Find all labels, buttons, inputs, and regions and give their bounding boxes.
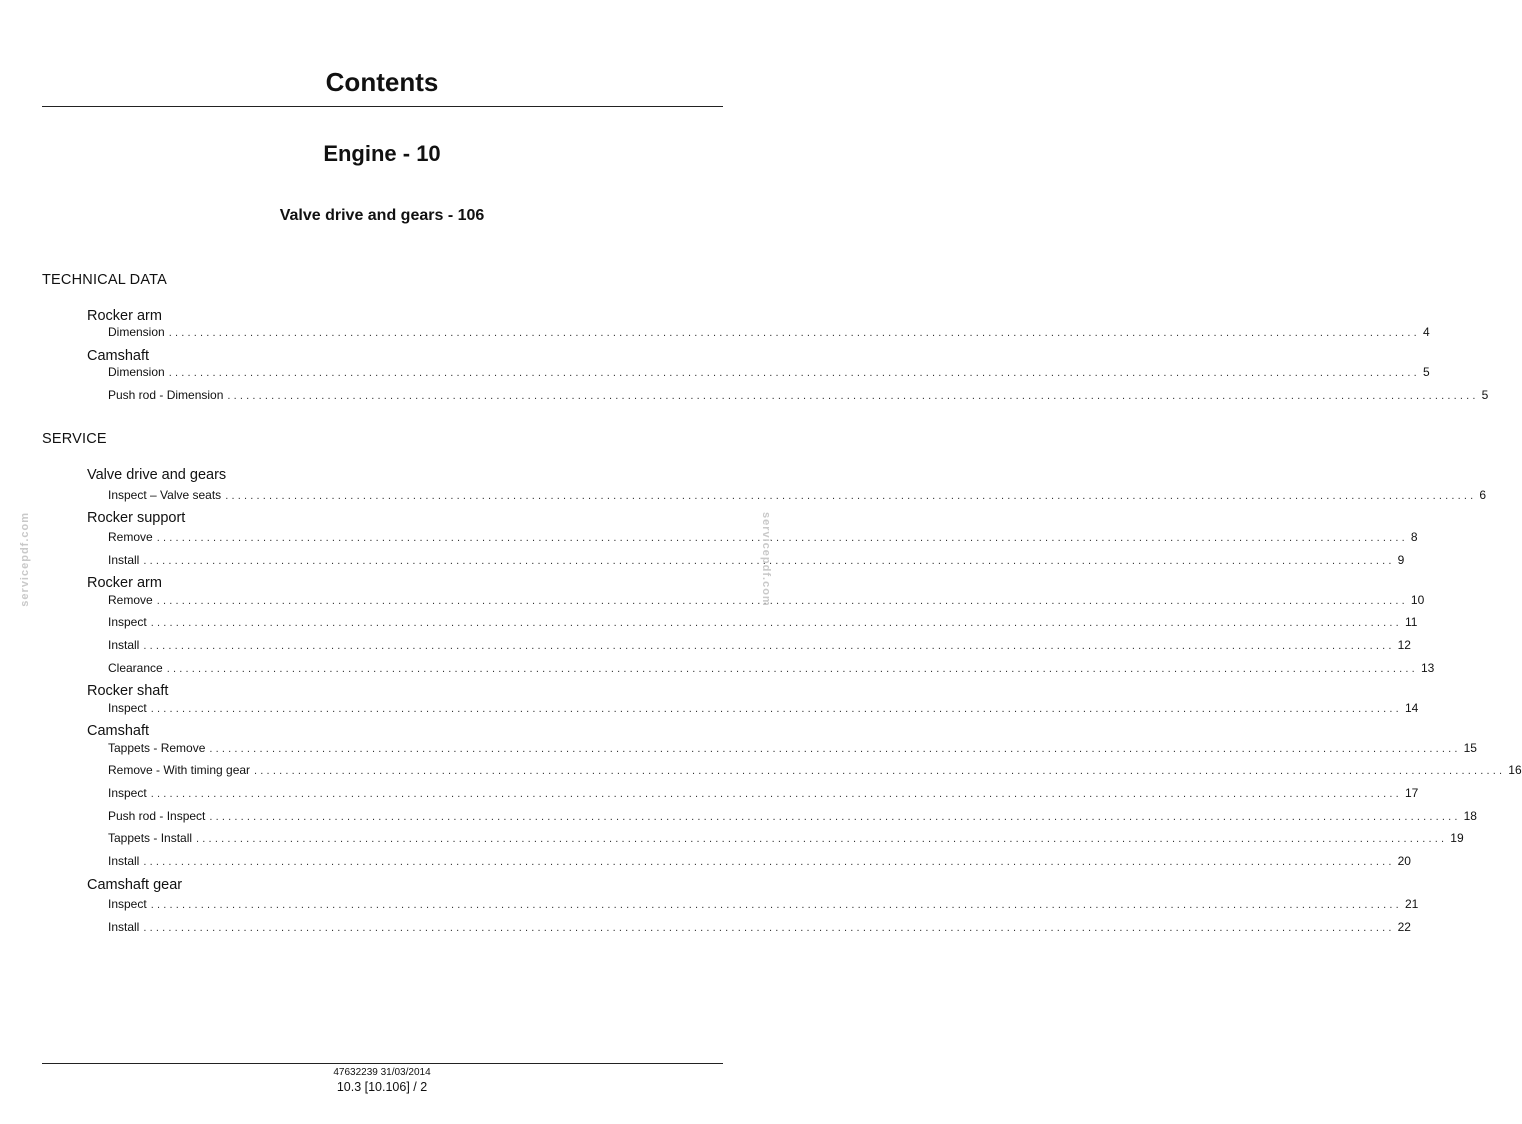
toc-entry-label: Install (108, 553, 140, 567)
subheading-camshaft: Camshaft (87, 723, 150, 739)
dot-leader: ........................................................................................................................................................................................................ (168, 367, 1420, 379)
dot-leader: ........................................................................................................................................................................................................ (166, 663, 1418, 675)
watermark-right: servicepdf.com (760, 512, 772, 607)
toc-entry[interactable] (108, 808, 1477, 824)
toc-entry[interactable] (108, 660, 1435, 676)
toc-entry-label: Push rod - Dimension (108, 388, 224, 402)
toc-entry-label: Inspect (108, 786, 147, 800)
dot-leader: ........................................................................................................................................................................................................ (225, 490, 1477, 502)
toc-entry-page: 14 (1404, 701, 1419, 715)
toc-entry-page: 5 (1422, 365, 1430, 379)
group-heading-technical-data: TECHNICAL DATA (42, 272, 167, 288)
dot-leader: ........................................................................................................................................................................................................ (196, 833, 1448, 845)
group-heading-service: SERVICE (42, 431, 107, 447)
subheading-rocker-arm: Rocker arm (87, 308, 162, 324)
toc-entry-page: 9 (1397, 553, 1405, 567)
toc-entry[interactable] (108, 853, 1411, 869)
toc-entry-label: Clearance (108, 661, 163, 675)
dot-leader: ........................................................................................................................................................................................................ (143, 922, 1395, 934)
toc-entry-label: Inspect (108, 615, 147, 629)
toc-entry-label: Dimension (108, 325, 165, 339)
toc-entry[interactable] (108, 387, 1489, 403)
dot-leader: ........................................................................................................................................................................................................ (150, 703, 1402, 715)
dot-leader: ........................................................................................................................................................................................................ (143, 640, 1395, 652)
toc-entry-page: 11 (1404, 615, 1418, 629)
toc-entry-label: Install (108, 854, 140, 868)
toc-entry-label: Remove (108, 530, 153, 544)
toc-entry[interactable] (108, 700, 1419, 716)
toc-entry[interactable] (108, 637, 1411, 653)
toc-entry-page: 17 (1404, 786, 1419, 800)
subheading-rocker-arm: Rocker arm (87, 575, 162, 591)
toc-entry-label: Remove - With timing gear (108, 763, 251, 777)
toc-entry-label: Inspect (108, 701, 147, 715)
toc-entry[interactable] (108, 614, 1418, 630)
toc-entry-page: 6 (1479, 488, 1487, 502)
dot-leader: ........................................................................................................................................................................................................ (227, 390, 1479, 402)
toc-entry[interactable] (108, 592, 1425, 608)
dot-leader: ........................................................................................................................................................................................................ (156, 532, 1408, 544)
page-title: Contents (325, 67, 439, 97)
toc-entry-page: 10 (1410, 593, 1425, 607)
toc-entry[interactable] (108, 762, 1522, 778)
header-rule (42, 106, 723, 107)
toc-entry-page: 21 (1404, 897, 1419, 911)
toc-entry-page: 13 (1420, 661, 1435, 675)
dot-leader: ........................................................................................................................................................................................................ (209, 811, 1461, 823)
subheading-camshaft-gear: Camshaft gear (87, 877, 183, 893)
toc-entry-page: 16 (1508, 763, 1522, 777)
subheading-rocker-shaft: Rocker shaft (87, 683, 169, 699)
dot-leader: ........................................................................................................................................................................................................ (254, 765, 1506, 777)
toc-entry-label: Dimension (108, 365, 165, 379)
dot-leader: ........................................................................................................................................................................................................ (209, 743, 1461, 755)
dot-leader: ........................................................................................................................................................................................................ (150, 788, 1402, 800)
toc-entry[interactable] (108, 324, 1430, 340)
dot-leader: ........................................................................................................................................................................................................ (168, 327, 1420, 339)
watermark-left: servicepdf.com (19, 512, 31, 607)
toc-entry-page: 20 (1397, 854, 1411, 868)
footer-rule (42, 1063, 723, 1064)
chapter-title: Engine - 10 (323, 141, 441, 166)
toc-entry[interactable] (108, 896, 1419, 912)
toc-entry[interactable] (108, 487, 1487, 503)
toc-entry-label: Tappets - Remove (108, 741, 206, 755)
toc-entry-label: Inspect (108, 897, 147, 911)
subheading-rocker-support: Rocker support (87, 510, 186, 526)
toc-entry-label: Tappets - Install (108, 831, 193, 845)
toc-entry-label: Install (108, 920, 140, 934)
toc-entry[interactable] (108, 529, 1418, 545)
dot-leader: ........................................................................................................................................................................................................ (143, 856, 1395, 868)
toc-entry-page: 4 (1422, 325, 1430, 339)
footer-document-code: 47632239 31/03/2014 (333, 1067, 431, 1078)
toc-entry-page: 22 (1397, 920, 1411, 934)
toc-entry-label: Remove (108, 593, 153, 607)
toc-entry[interactable] (108, 919, 1411, 935)
dot-leader: ........................................................................................................................................................................................................ (156, 595, 1408, 607)
section-title: Valve drive and gears - 106 (279, 207, 485, 224)
toc-entry-page: 8 (1410, 530, 1418, 544)
toc-entry-page: 5 (1481, 388, 1489, 402)
toc-entry-page: 18 (1463, 809, 1477, 823)
dot-leader: ........................................................................................................................................................................................................ (150, 899, 1402, 911)
toc-entry[interactable] (108, 830, 1464, 846)
toc-entry[interactable] (108, 552, 1405, 568)
toc-entry[interactable] (108, 785, 1419, 801)
toc-entry[interactable] (108, 364, 1430, 380)
dot-leader: ........................................................................................................................................................................................................ (143, 555, 1395, 567)
dot-leader: ........................................................................................................................................................................................................ (150, 617, 1402, 629)
toc-entry-label: Inspect – Valve seats (108, 488, 222, 502)
subheading-camshaft: Camshaft (87, 348, 150, 364)
subheading-valve-drive-and-gears: Valve drive and gears (87, 467, 227, 483)
toc-entry-page: 12 (1397, 638, 1411, 652)
toc-entry-page: 19 (1450, 831, 1464, 845)
toc-entry-page: 15 (1463, 741, 1477, 755)
toc-entry-label: Install (108, 638, 140, 652)
toc-entry-label: Push rod - Inspect (108, 809, 206, 823)
toc-entry[interactable] (108, 740, 1477, 756)
footer-page-number: 10.3 [10.106] / 2 (336, 1080, 428, 1094)
